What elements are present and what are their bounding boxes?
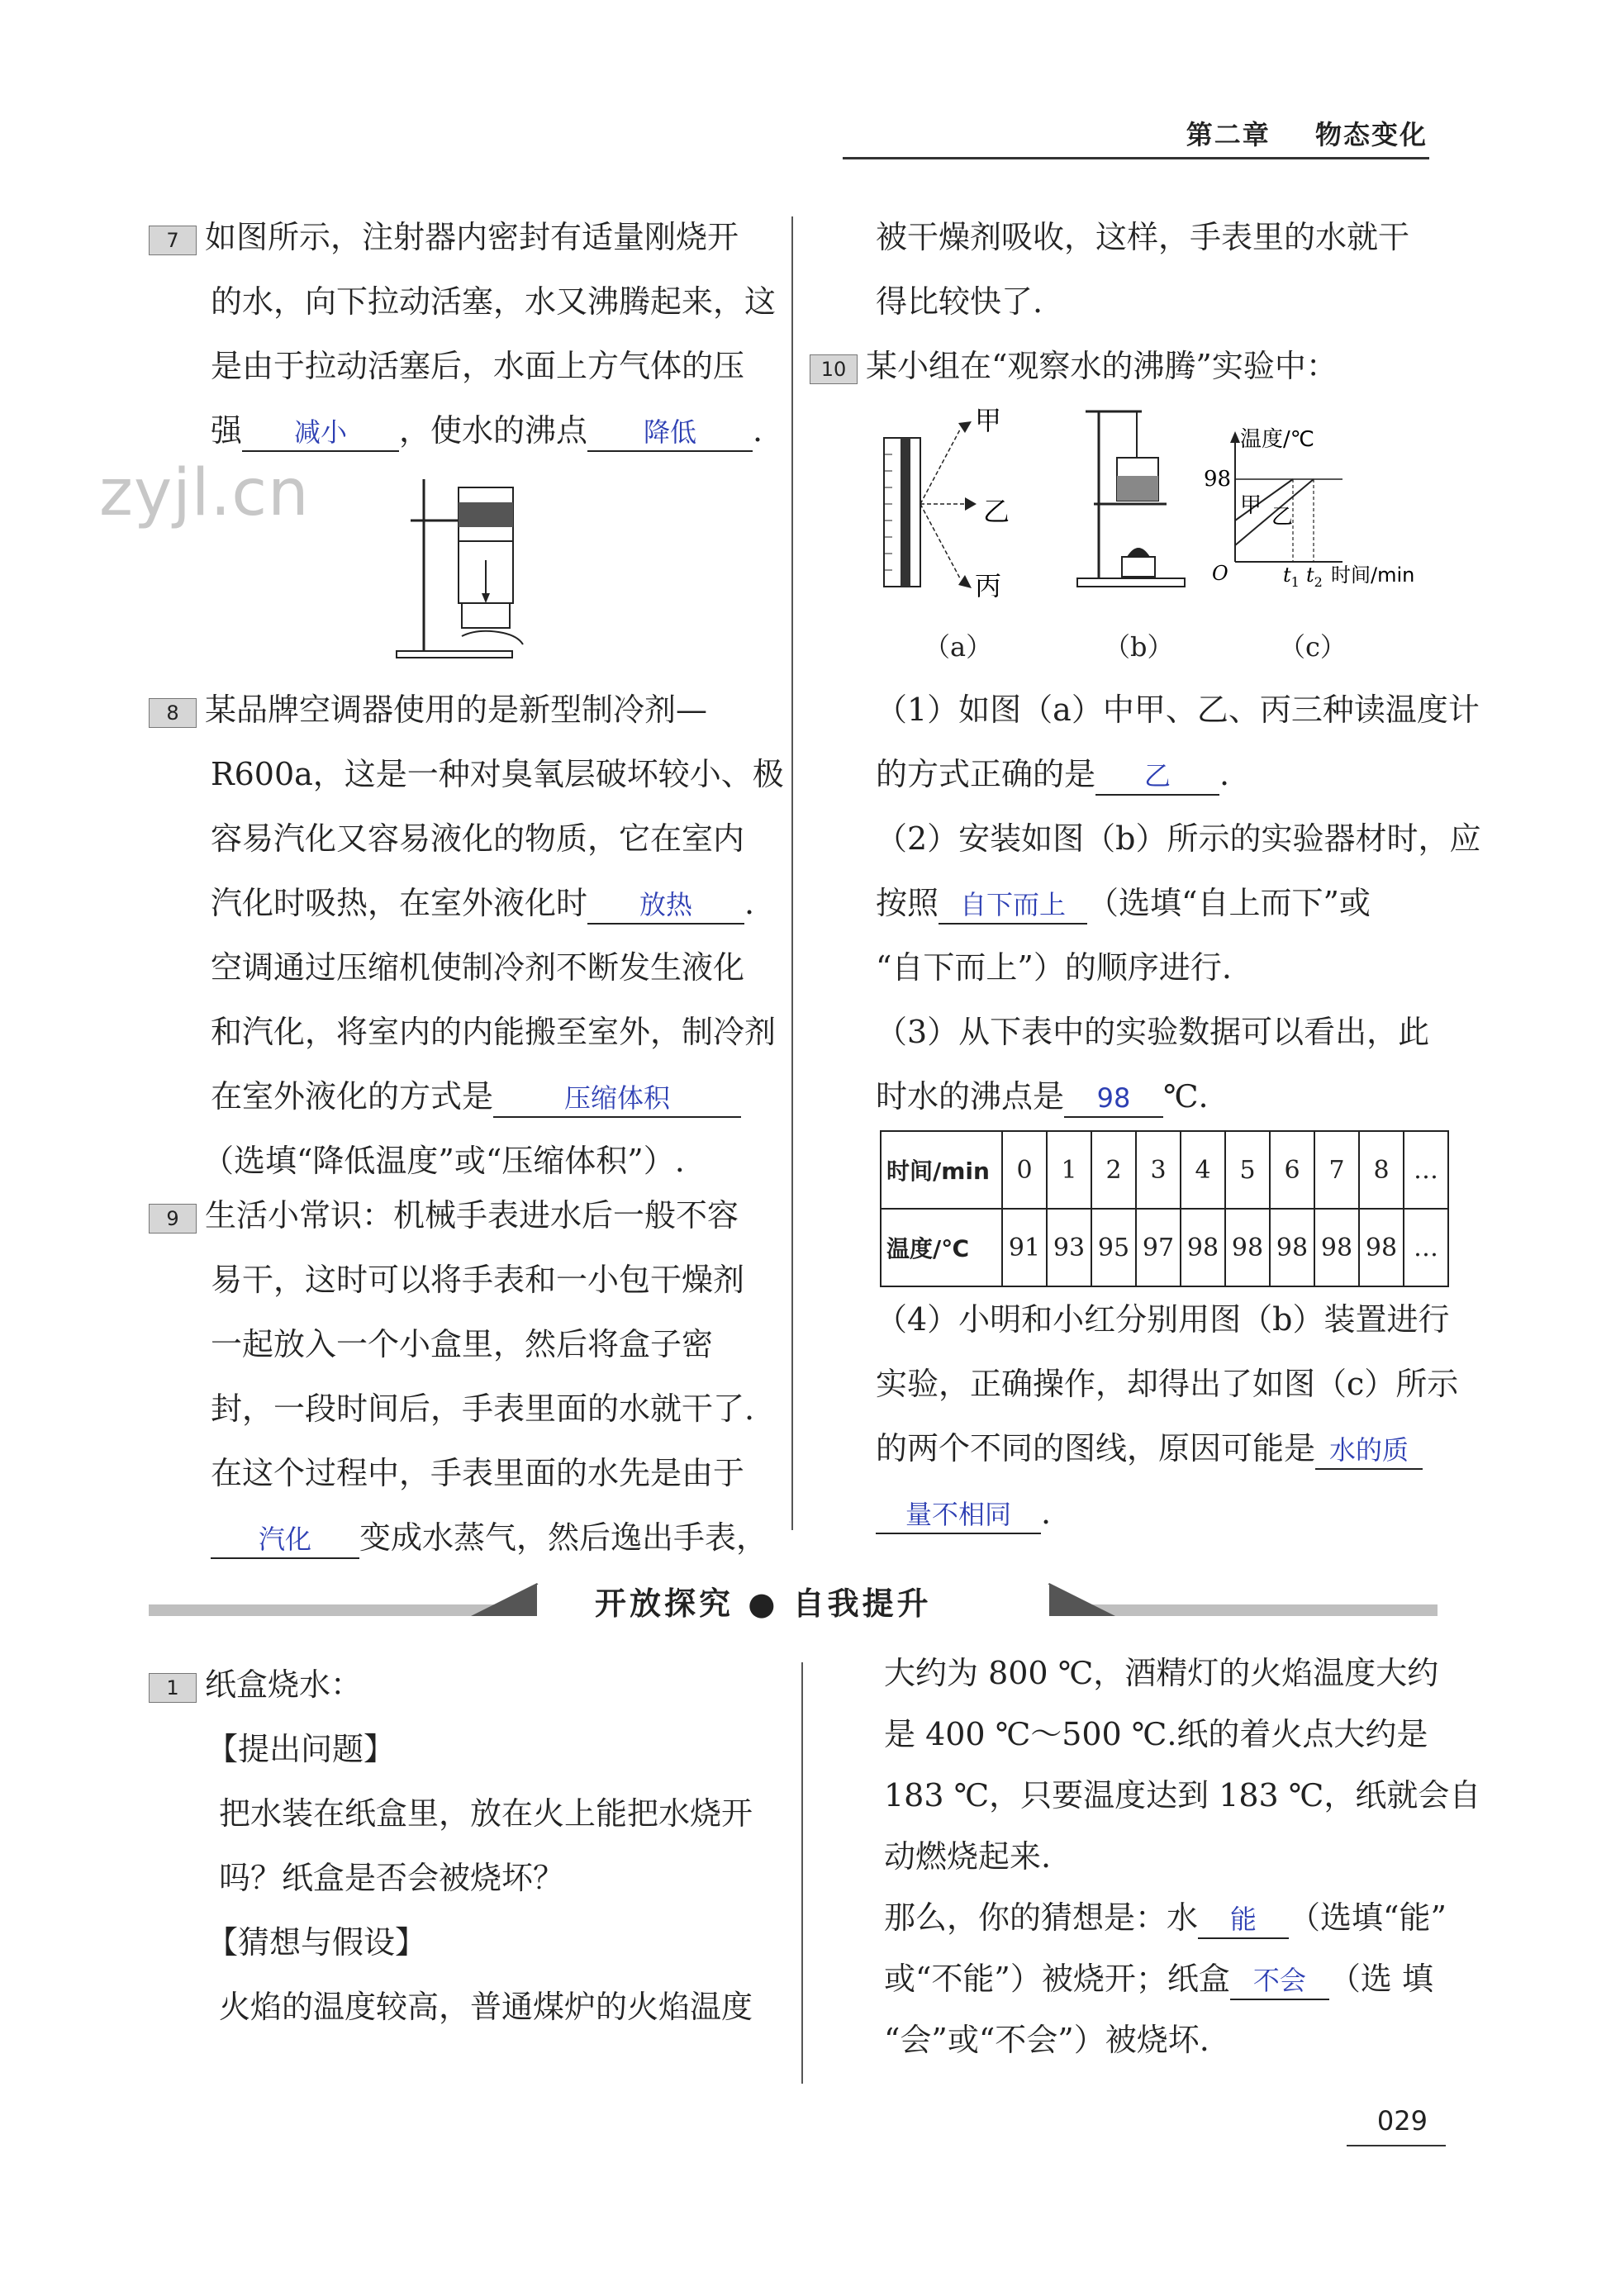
table-row-header: 温度/℃ xyxy=(881,1209,1002,1286)
text-line: （4）小明和小红分别用图（b）装置进行 xyxy=(876,1301,1450,1338)
text-line: 火焰的温度较高，普通煤炉的火焰温度 xyxy=(219,1989,753,2025)
answer-blank[interactable]: 压缩体积 xyxy=(493,1080,741,1118)
text-line: 在这个过程中，手表里面的水先是由于 xyxy=(211,1455,745,1491)
page-number: 029 xyxy=(1376,2105,1428,2137)
text-line: 如图所示，注射器内密封有适量刚烧开 xyxy=(205,219,739,255)
figure-a-thermometer-reading xyxy=(867,405,1033,611)
table-cell: 4 xyxy=(1181,1131,1225,1209)
graph-t1: $t_1$ xyxy=(1283,563,1300,590)
column-divider-bottom xyxy=(801,1662,803,2084)
text-line: 是 400 ℃～500 ℃.纸的着火点大约是 xyxy=(884,1716,1428,1752)
answer-blank[interactable]: 量不相同 xyxy=(876,1496,1041,1534)
answer-blank[interactable]: 98 xyxy=(1064,1080,1163,1118)
figure-label-c: （c） xyxy=(1279,631,1347,663)
graph-x-label: 时间/min xyxy=(1331,563,1415,587)
question-10-intro: 10 某小组在“观察水的沸腾”实验中： xyxy=(810,334,1338,398)
text-line: 和汽化，将室内的内能搬至室外，制冷剂 xyxy=(211,1014,777,1050)
question-10-part-4: （4）小明和小红分别用图（b）装置进行 实验，正确操作，却得出了如图（c）所示 的两个不同的图线，原因可能是 水的质 量不相同 . xyxy=(876,1287,1458,1545)
text-line: （1）如图（a）中甲、乙、丙三种读温度计 xyxy=(876,692,1480,728)
table-row xyxy=(881,1209,1448,1286)
table-cell: … xyxy=(1404,1131,1448,1209)
answer-blank[interactable]: 降低 xyxy=(587,414,753,452)
text-line: “自下而上”）的顺序进行. xyxy=(876,949,1232,986)
section-title: 开放探究 ● 自我提升 xyxy=(595,1585,932,1622)
table-cell: 1 xyxy=(1047,1131,1091,1209)
syringe-apparatus-figure xyxy=(392,471,533,669)
chapter-title: 物态变化 xyxy=(1314,119,1428,150)
question-8: 8 某品牌空调器使用的是新型制冷剂— R600a，这是一种对臭氧层破坏较小、极 容易汽化又容易液化的物质，它在室内 汽化时吸热，在室外液化时 放热 . 空调通过压缩机使制冷剂不断发生液化 和汽化，将室内的内能搬至室外，制冷剂 在室外液化的方式是 压缩体积 （选填“降低温度”或“压缩体积”）. xyxy=(149,677,784,1193)
chapter-header xyxy=(1186,114,1428,152)
answer-blank[interactable]: 乙 xyxy=(1095,758,1219,796)
question-number: 10 xyxy=(810,354,858,384)
table-cell: 93 xyxy=(1047,1209,1091,1286)
text-line: 183 ℃，只要温度达到 183 ℃，纸就会自 xyxy=(884,1777,1481,1814)
text-line: 实验，正确操作，却得出了如图（c）所示 xyxy=(876,1366,1459,1402)
text-line: 动燃烧起来. xyxy=(884,1838,1052,1875)
text-line: 空调通过压缩机使制冷剂不断发生液化 xyxy=(211,949,745,986)
table-cell: 98 xyxy=(1181,1209,1225,1286)
banner-dot-icon: ● xyxy=(748,1585,779,1622)
extension-question-1: 1 纸盒烧水： 【提出问题】 把水装在纸盒里，放在火上能把水烧开 吗？纸盒是否会被烧坏？ 【猜想与假设】 火焰的温度较高，普通煤炉的火焰温度 xyxy=(149,1652,753,2039)
table-cell: … xyxy=(1404,1209,1448,1286)
watermark: zyjl.cn xyxy=(99,456,310,530)
section-heading: 【提出问题】 xyxy=(207,1731,396,1767)
graph-origin: O xyxy=(1212,562,1228,585)
table-cell: 98 xyxy=(1314,1209,1359,1286)
text-line: 把水装在纸盒里，放在火上能把水烧开 xyxy=(219,1795,753,1832)
section-heading: 【猜想与假设】 xyxy=(207,1924,427,1961)
text-line: 的水，向下拉动活塞，水又沸腾起来，这 xyxy=(211,283,777,320)
figure-label-a: （a） xyxy=(924,631,993,663)
text-line: 某品牌空调器使用的是新型制冷剂— xyxy=(205,692,708,728)
label-bing: 丙 xyxy=(975,570,1002,601)
answer-blank[interactable]: 放热 xyxy=(587,887,744,925)
answer-blank[interactable]: 水的质 xyxy=(1315,1432,1423,1470)
table-cell: 7 xyxy=(1314,1131,1359,1209)
extension-question-1-right: 大约为 800 ℃，酒精灯的火焰温度大约 是 400 ℃～500 ℃.纸的着火点大约是 183 ℃，只要温度达到 183 ℃，纸就会自 动燃烧起来. 那么，你的猜想是：水 能 （选填“能” 或“不能”）被烧开；纸盒 不会 （选 填 “会”或“不会”）被烧坏. xyxy=(884,1642,1480,2070)
table-cell: 91 xyxy=(1002,1209,1047,1286)
temperature-data-table xyxy=(880,1130,1449,1287)
text-line: 易干，这时可以将手表和一小包干燥剂 xyxy=(211,1262,745,1298)
table-cell: 95 xyxy=(1091,1209,1136,1286)
label-jia: 甲 xyxy=(975,405,1002,436)
question-number: 7 xyxy=(149,226,197,255)
text-line: 被干燥剂吸收，这样，手表里的水就干 xyxy=(876,219,1410,255)
answer-blank[interactable]: 能 xyxy=(1198,1901,1289,1939)
page-number-rule xyxy=(1347,2145,1446,2146)
text-line: 容易汽化又容易液化的物质，它在室内 xyxy=(211,820,745,857)
table-cell: 0 xyxy=(1002,1131,1047,1209)
answer-blank[interactable]: 汽化 xyxy=(211,1521,359,1559)
table-row xyxy=(881,1131,1448,1209)
graph-t2: $t_2$ xyxy=(1306,563,1323,590)
table-cell: 3 xyxy=(1136,1131,1181,1209)
text-line: （选填“降低温度”或“压缩体积”）. xyxy=(202,1143,685,1179)
question-number: 9 xyxy=(149,1204,197,1234)
chapter-number: 第二章 xyxy=(1186,119,1271,150)
question-number: 8 xyxy=(149,698,197,728)
table-cell: 97 xyxy=(1136,1209,1181,1286)
text-line: 是由于拉动活塞后，水面上方气体的压 xyxy=(211,348,745,384)
text-line: 大约为 800 ℃，酒精灯的火焰温度大约 xyxy=(884,1655,1439,1691)
answer-blank[interactable]: 不会 xyxy=(1230,1962,1329,2000)
answer-blank[interactable]: 自下而上 xyxy=(939,887,1087,925)
figure-label-b: （b） xyxy=(1104,631,1174,663)
table-cell: 98 xyxy=(1359,1209,1404,1286)
table-row-header: 时间/min xyxy=(881,1131,1002,1209)
header-rule xyxy=(843,157,1429,159)
text-line: （2）安装如图（b）所示的实验器材时，应 xyxy=(876,820,1481,857)
column-divider-top xyxy=(791,216,793,1530)
text-line: 生活小常识：机械手表进水后一般不容 xyxy=(205,1197,739,1234)
graph-label-jia: 甲 xyxy=(1240,493,1262,518)
text-line: 一起放入一个小盒里，然后将盒子密 xyxy=(211,1326,714,1362)
question-9: 9 生活小常识：机械手表进水后一般不容 易干，这时可以将手表和一小包干燥剂 一起放入一个小盒里，然后将盒子密 封，一段时间后，手表里面的水就干了. 在这个过程中，手表里面的水先是由于 汽化 变成水蒸气，然后逸出手表， xyxy=(149,1183,767,1570)
figure-c-temperature-graph xyxy=(1202,421,1450,603)
table-cell: 98 xyxy=(1270,1209,1314,1286)
answer-blank[interactable]: 减小 xyxy=(242,414,399,452)
text-line: 得比较快了. xyxy=(876,283,1043,320)
text-line: （3）从下表中的实验数据可以看出，此 xyxy=(876,1014,1430,1050)
table-cell: 5 xyxy=(1225,1131,1270,1209)
table-cell: 98 xyxy=(1225,1209,1270,1286)
table-cell: 6 xyxy=(1270,1131,1314,1209)
table-cell: 8 xyxy=(1359,1131,1404,1209)
table-cell: 2 xyxy=(1091,1131,1136,1209)
question-10-parts: （1）如图（a）中甲、乙、丙三种读温度计 的方式正确的是 乙 . （2）安装如图（b）所示的实验器材时，应 按照 自下而上 （选填“自上而下”或 “自下而上”）的顺序进行. （3）从下表中的实验数据可以看出，此 时水的沸点是 98 ℃. xyxy=(876,677,1481,1129)
question-7: 7 如图所示，注射器内密封有适量刚烧开 的水，向下拉动活塞，水又沸腾起来，这 是由于拉动活塞后，水面上方气体的压 强 减小 ，使水的沸点 降低 . xyxy=(149,205,776,463)
question-9-continued xyxy=(876,205,1409,334)
text-line: R600a，这是一种对臭氧层破坏较小、极 xyxy=(211,756,784,792)
text-line: 封，一段时间后，手表里面的水就干了. xyxy=(211,1390,755,1427)
figure-b-boiling-apparatus xyxy=(1074,405,1190,595)
graph-y98: 98 xyxy=(1204,467,1232,492)
question-number: 1 xyxy=(149,1673,197,1703)
graph-label-yi: 乙 xyxy=(1271,505,1294,530)
graph-y-label: 温度/℃ xyxy=(1240,427,1314,452)
text-line: 吗？纸盒是否会被烧坏？ xyxy=(219,1860,565,1896)
label-yi: 乙 xyxy=(983,496,1010,527)
text-line: “会”或“不会”）被烧坏. xyxy=(884,2022,1209,2058)
